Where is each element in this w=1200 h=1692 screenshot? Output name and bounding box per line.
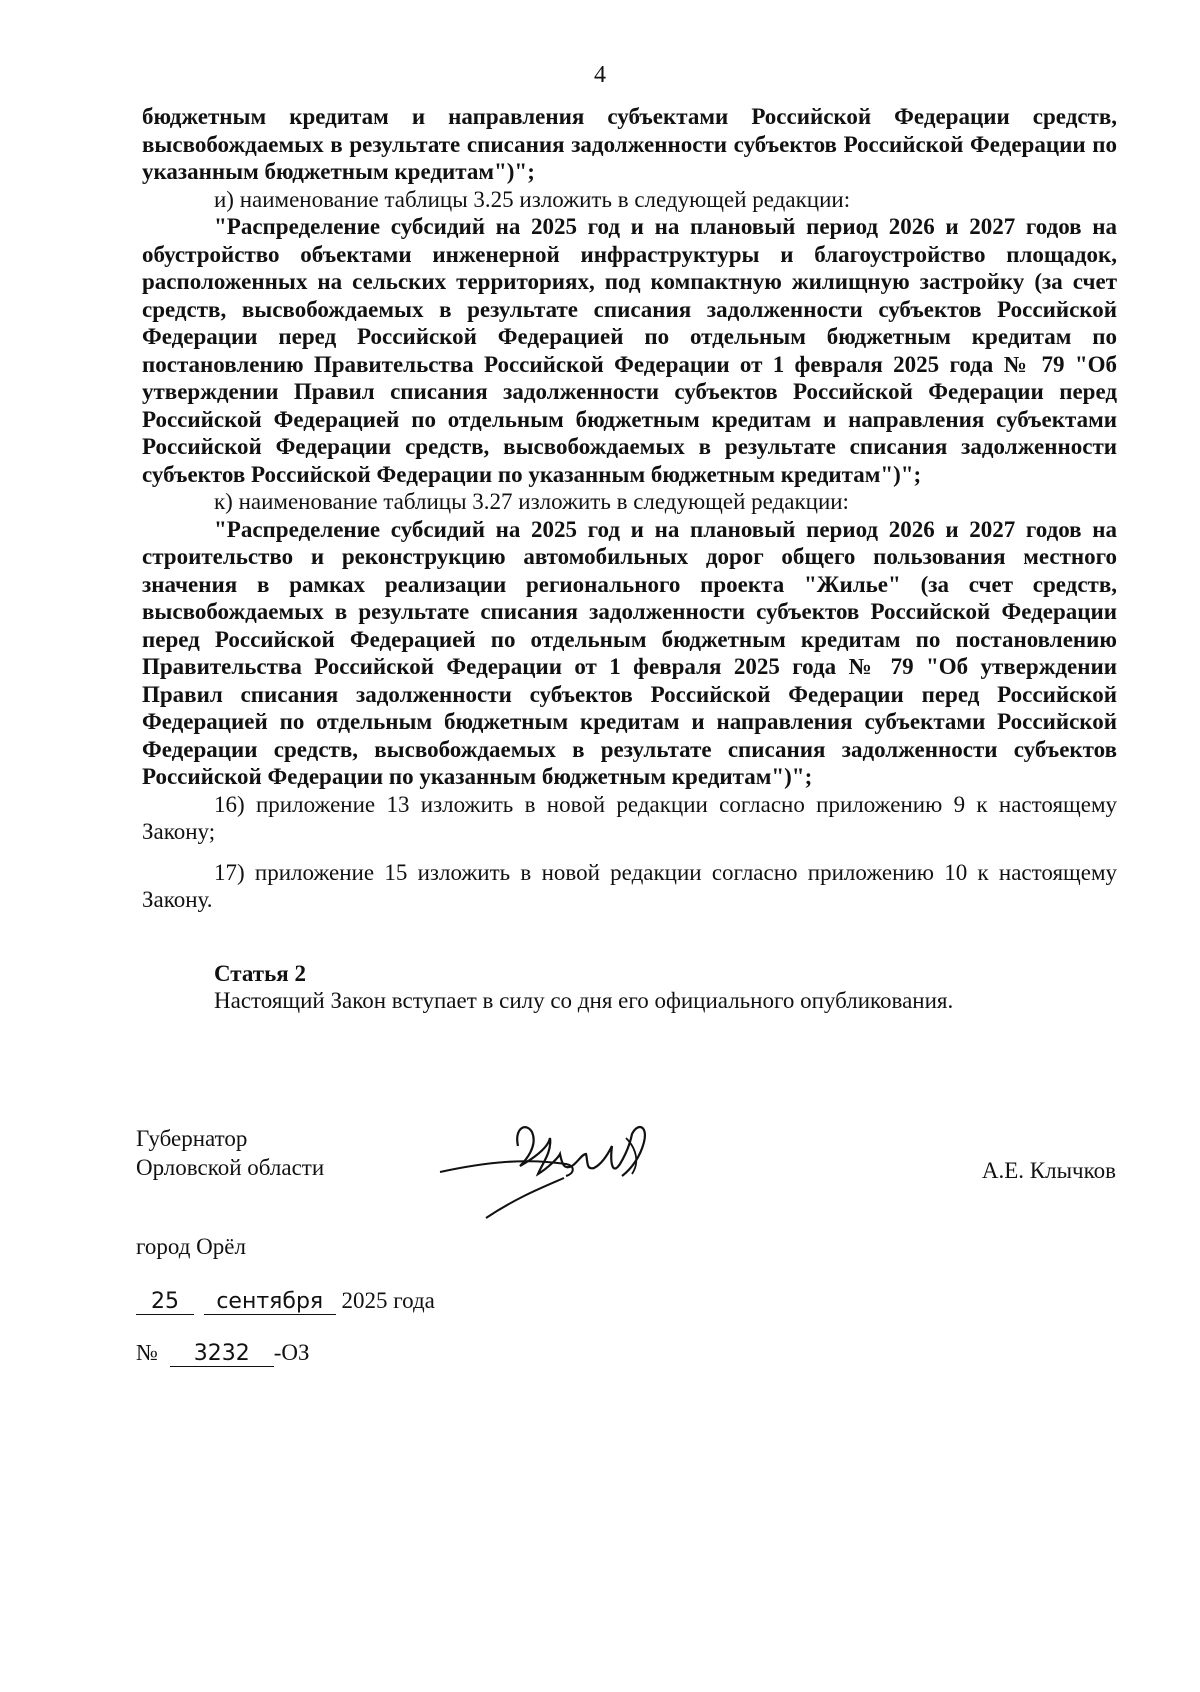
law-number-field: 3232 [170,1342,274,1367]
paragraph-item-16: 16) приложение 13 изложить в новой редакции согласно приложению 9 к настоящему Закону; [142,791,1117,844]
date-month-field: сентября [204,1290,336,1315]
article-text: Настоящий Закон вступает в силу со дня его официального опубликования. [214,988,954,1013]
signature-block [136,1124,1116,1224]
paragraph-table-3-25-title: "Распределение субсидий на 2025 год и на плановый период 2026 и 2027 годов на обустройство объектами инженерной инфраструктуры и благоустройство площадок, расположенных на сельских территориях, под компактную жилищную застройку (за счет средств, высвобождаемых в результате списания задолженности субъектов Российской Федерации перед Российской Федерацией по отдельным бюджетным кредитам по постановлению Правительства Российской Федерации от 1 февраля 2025 года № 79 "Об утверждении Правил списания задолженности субъектов Российской Федерации перед Российской Федерацией по отдельным бюджетным кредитам и направления субъектами Российской Федерации средств, высвобождаемых в результате списания задолженности субъектов Российской Федерации по указанным бюджетным кредитам")"; [142,214,1117,487]
number-sign: № [136,1340,158,1365]
document-body [142,103,1117,1015]
law-number-line [136,1340,310,1367]
city-line: город Орёл [136,1234,246,1259]
handwritten-signature-icon [426,1118,676,1228]
paragraph-item-k: к) наименование таблицы 3.27 изложить в следующей редакции: [214,489,849,514]
date-year: 2025 года [341,1288,435,1313]
article-title: Статья 2 [214,960,306,986]
date-line [136,1288,435,1315]
signatory-position: Губернатор Орловской области [136,1126,325,1180]
law-number-suffix: -ОЗ [273,1340,310,1365]
date-day-field: 25 [136,1290,194,1315]
paragraph-table-3-27-title: "Распределение субсидий на 2025 год и на плановый период 2026 и 2027 годов на строительство и реконструкцию автомобильных дорог общего пользования местного значения в рамках реализации регионального проекта "Жилье" (за счет средств, высвобождаемых в результате списания задолженности субъектов Российской Федерации перед Российской Федерацией по отдельным бюджетным кредитам по постановлению Правительства Российской Федерации от 1 февраля 2025 года № 79 "Об утверждении Правил списания задолженности субъектов Российской Федерации перед Российской Федерацией по отдельным бюджетным кредитам и направления субъектами Российской Федерации средств, высвобождаемых в результате списания задолженности субъектов Российской Федерации по указанным бюджетным кредитам")"; [142,516,1117,789]
paragraph-item-17: 17) приложение 15 изложить в новой редакции согласно приложению 10 к настоящему Закону. [142,859,1117,912]
signatory-name: А.Е. Клычков [981,1158,1116,1183]
paragraph-continuation: бюджетным кредитам и направления субъектами Российской Федерации средств, высвобождаемых в результате списания задолженности субъектов Российской Федерации по указанным бюджетным кредитам")"; [142,104,1117,184]
paragraph-item-i: и) наименование таблицы 3.25 изложить в следующей редакции: [214,186,851,212]
page-number: 4 [594,62,606,88]
